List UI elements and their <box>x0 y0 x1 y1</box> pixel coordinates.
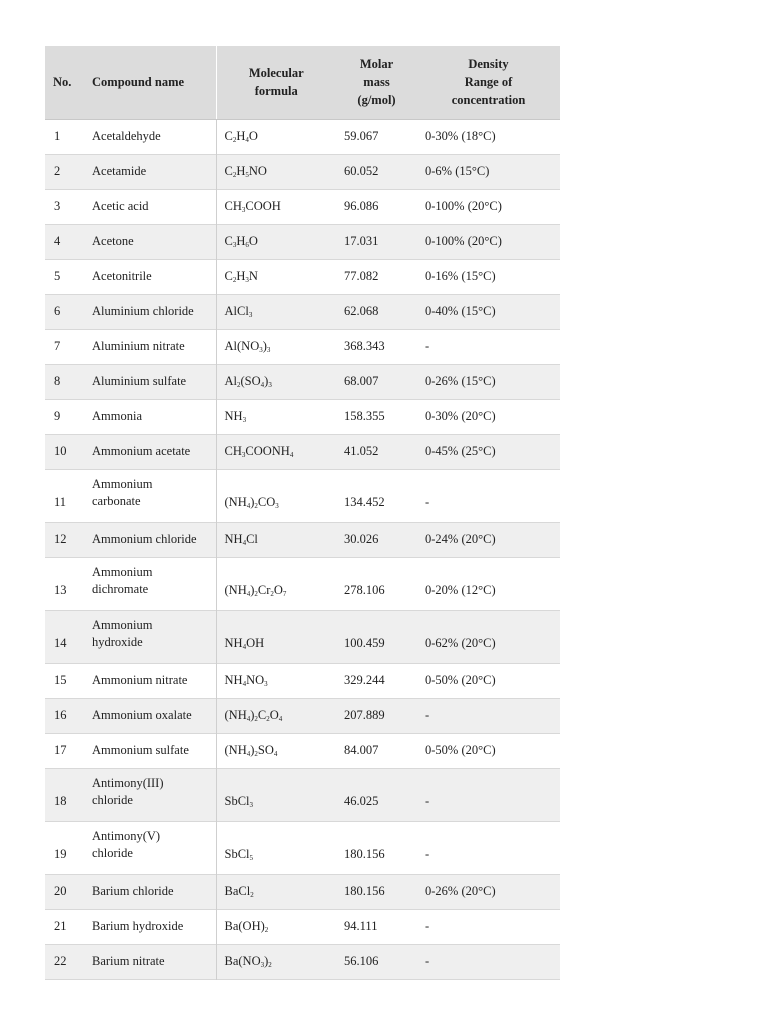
header-range-line: concentration <box>451 93 526 108</box>
table-row <box>45 874 560 909</box>
table-row <box>45 224 560 259</box>
cell-molecular-formula: $Ba(NO_3)_2$ <box>224 954 272 969</box>
table-row <box>45 663 560 698</box>
table-row <box>45 119 560 154</box>
header-formula-line: formula <box>254 84 298 99</box>
table-row <box>45 329 560 364</box>
header-row <box>45 46 560 119</box>
cell-molar-mass: 62.068 <box>344 304 379 318</box>
cell-molecular-formula: $(NH_4)_2SO_4$ <box>224 743 278 758</box>
cell-density-range: 0-6% (15°C) <box>425 164 490 178</box>
table-row <box>45 944 560 979</box>
cell-number: 16 <box>54 708 67 722</box>
cell-molecular-formula: $NH_3$ <box>224 409 247 424</box>
cell-number: 7 <box>54 339 61 353</box>
header-formula-line: Molecular <box>248 66 304 81</box>
cell-compound-name: Acetone <box>84 224 216 259</box>
cell-molecular-formula: $CH_3COOH$ <box>224 199 281 214</box>
header-mass-line: Molar <box>359 57 394 72</box>
cell-compound-name <box>84 610 216 663</box>
table-row <box>45 434 560 469</box>
cell-density-range: 0-24% (20°C) <box>425 532 496 546</box>
table-row <box>45 909 560 944</box>
cell-molar-mass: 30.026 <box>344 532 379 546</box>
cell-number: 12 <box>54 532 67 546</box>
table-row <box>45 522 560 557</box>
header-range-line: Density <box>468 57 509 72</box>
table-row <box>45 733 560 768</box>
cell-compound-name: Ammonium oxalate <box>84 698 216 733</box>
cell-molecular-formula: $NH_4NO_3$ <box>224 673 268 688</box>
cell-density-range: 0-20% (12°C) <box>425 583 496 597</box>
density-table-container <box>45 46 560 980</box>
cell-molar-mass: 180.156 <box>344 847 385 861</box>
compound-name-line: carbonate <box>92 493 141 508</box>
cell-density-range: 0-100% (20°C) <box>425 234 502 248</box>
cell-molar-mass: 329.244 <box>344 673 385 687</box>
compound-density-table <box>45 46 560 980</box>
cell-molar-mass: 278.106 <box>344 583 385 597</box>
cell-density-range: 0-16% (15°C) <box>425 269 496 283</box>
cell-number: 8 <box>54 374 61 388</box>
cell-compound-name: Acetaldehyde <box>84 119 216 154</box>
compound-name-line: Ammonium <box>92 564 153 579</box>
cell-number: 21 <box>54 919 67 933</box>
compound-name-line: Antimony(V) <box>92 828 161 843</box>
cell-density-range: - <box>425 495 430 509</box>
cell-compound-name: Barium hydroxide <box>84 909 216 944</box>
cell-number: 4 <box>54 234 61 248</box>
cell-density-range: 0-30% (18°C) <box>425 129 496 143</box>
compound-name-line: hydroxide <box>92 634 143 649</box>
header-range-line: Range of <box>464 75 513 90</box>
cell-molar-mass: 46.025 <box>344 794 379 808</box>
cell-number: 3 <box>54 199 61 213</box>
cell-compound-name: Ammonium chloride <box>84 522 216 557</box>
cell-number: 22 <box>54 954 67 968</box>
cell-number: 14 <box>54 636 67 650</box>
cell-number: 19 <box>54 847 67 861</box>
table-row <box>45 610 560 663</box>
header-no: No. <box>45 46 84 119</box>
cell-molar-mass: 158.355 <box>344 409 385 423</box>
table-row <box>45 557 560 610</box>
compound-name-line: Ammonium <box>92 617 153 632</box>
cell-molar-mass: 17.031 <box>344 234 379 248</box>
cell-compound-name <box>84 821 216 874</box>
compound-name-line: Antimony(III) <box>92 775 164 790</box>
header-mass-line: (g/mol) <box>357 93 396 108</box>
table-row <box>45 364 560 399</box>
cell-molecular-formula: AlCl$_3$ <box>224 304 253 319</box>
cell-density-range: 0-26% (15°C) <box>425 374 496 388</box>
cell-compound-name: Acetamide <box>84 154 216 189</box>
header-mass-line: mass <box>363 75 390 90</box>
cell-density-range: - <box>425 919 430 933</box>
table-row <box>45 154 560 189</box>
cell-molecular-formula: $Al(NO_3)_3$ <box>224 339 271 354</box>
cell-compound-name: Acetic acid <box>84 189 216 224</box>
cell-molar-mass: 77.082 <box>344 269 379 283</box>
cell-number: 9 <box>54 409 61 423</box>
cell-compound-name <box>84 768 216 821</box>
cell-compound-name: Ammonium acetate <box>84 434 216 469</box>
cell-molar-mass: 96.086 <box>344 199 379 213</box>
cell-molecular-formula: $Al_2(SO_4)_3$ <box>224 374 272 389</box>
table-row <box>45 399 560 434</box>
cell-molecular-formula: $CH_3COONH_4$ <box>224 444 294 459</box>
cell-density-range: 0-62% (20°C) <box>425 636 496 650</box>
cell-density-range: - <box>425 708 430 722</box>
cell-density-range: - <box>425 954 430 968</box>
cell-molecular-formula: SbCl$_3$ <box>224 794 254 809</box>
table-row <box>45 189 560 224</box>
header-compound-name: Compound name <box>84 46 216 119</box>
cell-number: 18 <box>54 794 67 808</box>
cell-compound-name: Barium chloride <box>84 874 216 909</box>
compound-name-line: dichromate <box>92 581 149 596</box>
cell-number: 11 <box>54 495 67 509</box>
table-row <box>45 469 560 522</box>
cell-density-range: 0-45% (25°C) <box>425 444 496 458</box>
cell-density-range: 0-30% (20°C) <box>425 409 496 423</box>
cell-molar-mass: 59.067 <box>344 129 379 143</box>
cell-molecular-formula: $C_2H_4O$ <box>224 129 258 144</box>
cell-density-range: 0-100% (20°C) <box>425 199 502 213</box>
cell-number: 10 <box>54 444 67 458</box>
cell-number: 15 <box>54 673 67 687</box>
cell-molar-mass: 68.007 <box>344 374 379 388</box>
table-row <box>45 294 560 329</box>
table-header <box>45 46 560 119</box>
cell-molar-mass: 180.156 <box>344 884 385 898</box>
cell-compound-name: Aluminium nitrate <box>84 329 216 364</box>
cell-molecular-formula: $(NH_4)_2Cr_2O_7$ <box>224 583 287 598</box>
cell-molar-mass: 368.343 <box>344 339 385 353</box>
cell-molecular-formula: $NH_4Cl$ <box>224 532 258 547</box>
compound-name-line: Ammonium <box>92 476 153 491</box>
compound-name-line: chloride <box>92 792 133 807</box>
cell-compound-name <box>84 469 216 522</box>
cell-compound-name: Acetonitrile <box>84 259 216 294</box>
table-row <box>45 259 560 294</box>
cell-number: 1 <box>54 129 61 143</box>
cell-number: 6 <box>54 304 61 318</box>
cell-molar-mass: 94.111 <box>344 919 378 933</box>
cell-molecular-formula: SbCl$_5$ <box>224 847 254 862</box>
cell-number: 17 <box>54 743 67 757</box>
cell-molar-mass: 134.452 <box>344 495 385 509</box>
table-row <box>45 698 560 733</box>
cell-density-range: 0-50% (20°C) <box>425 673 496 687</box>
header-density-range <box>417 46 560 119</box>
cell-molecular-formula: $C_2H_5NO$ <box>224 164 267 179</box>
cell-compound-name: Ammonium nitrate <box>84 663 216 698</box>
cell-number: 20 <box>54 884 67 898</box>
cell-compound-name: Ammonium sulfate <box>84 733 216 768</box>
cell-density-range: 0-50% (20°C) <box>425 743 496 757</box>
cell-compound-name: Aluminium chloride <box>84 294 216 329</box>
cell-molecular-formula: $C_2H_3N$ <box>224 269 258 284</box>
cell-molecular-formula: $C_3H_6O$ <box>224 234 258 249</box>
compound-name-line: chloride <box>92 845 133 860</box>
cell-molar-mass: 60.052 <box>344 164 379 178</box>
cell-compound-name: Aluminium sulfate <box>84 364 216 399</box>
cell-compound-name: Ammonia <box>84 399 216 434</box>
cell-molar-mass: 100.459 <box>344 636 385 650</box>
cell-molar-mass: 56.106 <box>344 954 379 968</box>
cell-density-range: 0-40% (15°C) <box>425 304 496 318</box>
cell-molecular-formula: $(NH_4)_2CO_3$ <box>224 495 279 510</box>
cell-number: 2 <box>54 164 61 178</box>
cell-molar-mass: 84.007 <box>344 743 379 757</box>
header-molecular-formula <box>216 46 336 119</box>
cell-number: 13 <box>54 583 67 597</box>
table-row <box>45 821 560 874</box>
cell-compound-name: Barium nitrate <box>84 944 216 979</box>
cell-molecular-formula: $(NH_4)_2C_2O_4$ <box>224 708 283 723</box>
cell-compound-name <box>84 557 216 610</box>
cell-molecular-formula: $Ba(OH)_2$ <box>224 919 269 934</box>
cell-density-range: - <box>425 794 430 808</box>
cell-molecular-formula: BaCl$_2$ <box>224 884 254 899</box>
cell-molecular-formula: $NH_4OH$ <box>224 636 265 651</box>
cell-density-range: 0-26% (20°C) <box>425 884 496 898</box>
cell-molar-mass: 41.052 <box>344 444 379 458</box>
header-molar-mass <box>336 46 417 119</box>
cell-number: 5 <box>54 269 61 283</box>
cell-density-range: - <box>425 339 430 353</box>
cell-density-range: - <box>425 847 430 861</box>
cell-molar-mass: 207.889 <box>344 708 385 722</box>
table-row <box>45 768 560 821</box>
table-body <box>45 119 560 979</box>
